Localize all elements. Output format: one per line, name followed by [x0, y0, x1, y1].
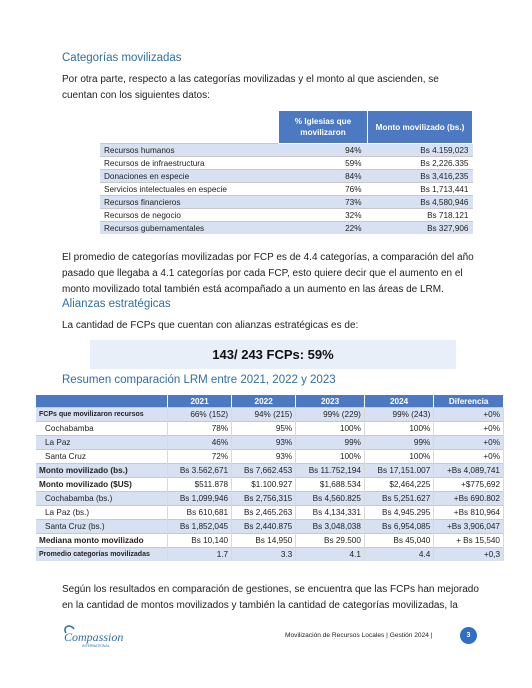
row-label: La Paz — [36, 436, 168, 450]
table-row — [36, 506, 504, 520]
value-cell: 46% — [168, 436, 232, 450]
value-cell: $2,464,225 — [364, 478, 433, 492]
table-row — [36, 548, 504, 562]
header-2024: 2024 — [364, 395, 433, 408]
row-label: Cochabamba (bs.) — [36, 492, 168, 506]
value-cell: 66% (152) — [168, 408, 232, 422]
table-row — [36, 534, 504, 548]
amount-cell: Bs 327,906 — [368, 222, 473, 235]
value-cell: Bs 3,048,038 — [296, 520, 365, 534]
amount-cell: Bs 4.159,023 — [368, 144, 473, 157]
value-cell: +0% — [434, 450, 504, 464]
header-iglesias: % Iglesias que movilizaron — [279, 111, 368, 144]
table-row — [100, 209, 473, 222]
value-cell: Bs 6,954,085 — [364, 520, 433, 534]
average-paragraph: El promedio de categorías movilizadas por FCP es de 4.4 categorías, a comparación del año pasado que llegaba a 4.1 categorías por cada FCP, esto quiere decir que el aumento en el monto movilizado total también está acompañado a un aumento en las áreas de LRM. — [62, 252, 474, 295]
table-row — [100, 157, 473, 170]
compassion-logo — [60, 623, 128, 654]
table-row — [100, 183, 473, 196]
percent-cell: 22% — [279, 222, 368, 235]
category-name: Recursos gubernamentales — [100, 222, 279, 235]
value-cell: 78% — [168, 422, 232, 436]
table-header-row — [36, 395, 504, 408]
value-cell: Bs 2,756,315 — [232, 492, 296, 506]
footer-text: Movilización de Recursos Locales | Gestión 2024 | — [285, 632, 433, 639]
value-cell: Bs 4,134,331 — [296, 506, 365, 520]
table-row — [100, 222, 473, 235]
value-cell: 3.3 — [232, 548, 296, 562]
header-empty — [36, 395, 168, 408]
percent-cell: 32% — [279, 209, 368, 222]
alianzas-paragraph: La cantidad de FCPs que cuentan con alianzas estratégicas es de: — [62, 320, 359, 331]
value-cell: Bs 3.562,671 — [168, 464, 232, 478]
section-heading-alianzas: Alianzas estratégicas — [62, 298, 171, 310]
categories-table — [100, 110, 473, 234]
page-number: 3 — [460, 627, 477, 644]
value-cell: 72% — [168, 450, 232, 464]
value-cell: Bs 45,040 — [364, 534, 433, 548]
table-row — [36, 464, 504, 478]
header-diferencia: Diferencia — [434, 395, 504, 408]
compassion-logo-icon — [60, 623, 128, 649]
amount-cell: Bs 1,713,441 — [368, 183, 473, 196]
value-cell: +Bs 3,906,047 — [434, 520, 504, 534]
amount-cell: Bs 4,580,946 — [368, 196, 473, 209]
value-cell: 99% — [296, 436, 365, 450]
value-cell: Bs 17,151.007 — [364, 464, 433, 478]
value-cell: +0,3 — [434, 548, 504, 562]
amount-cell: Bs 718.121 — [368, 209, 473, 222]
value-cell: 1.7 — [168, 548, 232, 562]
value-cell: Bs 5,251.627 — [364, 492, 433, 506]
percent-cell: 94% — [279, 144, 368, 157]
value-cell: Bs 7,662.453 — [232, 464, 296, 478]
alianzas-banner: 143/ 243 FCPs: 59% — [90, 340, 456, 369]
row-label: Santa Cruz (bs.) — [36, 520, 168, 534]
value-cell: + Bs 15,540 — [434, 534, 504, 548]
table-header-row — [100, 111, 473, 144]
percent-cell: 59% — [279, 157, 368, 170]
header-2022: 2022 — [232, 395, 296, 408]
value-cell: Bs 10,140 — [168, 534, 232, 548]
value-cell: 100% — [364, 450, 433, 464]
value-cell: 99% (229) — [296, 408, 365, 422]
value-cell: $1,688.534 — [296, 478, 365, 492]
table-row — [100, 196, 473, 209]
value-cell: +0% — [434, 436, 504, 450]
value-cell: Bs 1,852,045 — [168, 520, 232, 534]
value-cell: 100% — [296, 450, 365, 464]
category-name: Recursos de infraestructura — [100, 157, 279, 170]
row-label: Cochabamba — [36, 422, 168, 436]
value-cell: 4.1 — [296, 548, 365, 562]
amount-cell: Bs 2,226.335 — [368, 157, 473, 170]
value-cell: +0% — [434, 408, 504, 422]
value-cell: Bs 4,945.295 — [364, 506, 433, 520]
value-cell: +$775,692 — [434, 478, 504, 492]
empty-header — [100, 111, 279, 144]
value-cell: $1.100.927 — [232, 478, 296, 492]
category-name: Recursos humanos — [100, 144, 279, 157]
table-row — [100, 170, 473, 183]
table-row — [36, 450, 504, 464]
svg-text:INTERNATIONAL: INTERNATIONAL — [82, 644, 110, 648]
table-row — [36, 492, 504, 506]
value-cell: $511.878 — [168, 478, 232, 492]
row-label: Promedio categorías movilizadas — [36, 548, 168, 562]
row-label: Mediana monto movilizado — [36, 534, 168, 548]
comparison-table — [36, 395, 504, 561]
intro-paragraph: Por otra parte, respecto a las categorías movilizadas y el monto al que ascienden, se cuentan con los siguientes datos: — [62, 74, 439, 101]
category-name: Recursos financieros — [100, 196, 279, 209]
row-label: La Paz (bs.) — [36, 506, 168, 520]
value-cell: Bs 29.500 — [296, 534, 365, 548]
row-label: Monto movilizado ($US) — [36, 478, 168, 492]
results-paragraph: Según los resultados en comparación de gestiones, se encuentra que las FCPs han mejorado en la cantidad de montos movilizados y también la cantidad de categorías movilizadas, la — [62, 584, 479, 611]
value-cell: Bs 610,681 — [168, 506, 232, 520]
value-cell: 99% — [364, 436, 433, 450]
row-label: FCPs que movilizaron recursos — [36, 408, 168, 422]
table-row — [36, 520, 504, 534]
value-cell: 100% — [364, 422, 433, 436]
table-row — [36, 408, 504, 422]
row-label: Monto movilizado (bs.) — [36, 464, 168, 478]
header-monto: Monto movilizado (bs.) — [368, 111, 473, 144]
value-cell: Bs 2,465.263 — [232, 506, 296, 520]
value-cell: 93% — [232, 450, 296, 464]
table-row — [36, 478, 504, 492]
amount-cell: Bs 3,416,235 — [368, 170, 473, 183]
value-cell: 100% — [296, 422, 365, 436]
header-2023: 2023 — [296, 395, 365, 408]
svg-text:Compassion: Compassion — [64, 630, 124, 644]
table-row — [100, 144, 473, 157]
category-name: Recursos de negocio — [100, 209, 279, 222]
category-name: Donaciones en especie — [100, 170, 279, 183]
value-cell: Bs 14,950 — [232, 534, 296, 548]
category-name: Servicios intelectuales en especie — [100, 183, 279, 196]
value-cell: 95% — [232, 422, 296, 436]
percent-cell: 73% — [279, 196, 368, 209]
percent-cell: 76% — [279, 183, 368, 196]
row-label: Santa Cruz — [36, 450, 168, 464]
value-cell: 4.4 — [364, 548, 433, 562]
header-2021: 2021 — [168, 395, 232, 408]
value-cell: Bs 2,440.875 — [232, 520, 296, 534]
value-cell: +Bs 4,089,741 — [434, 464, 504, 478]
table-row — [36, 422, 504, 436]
section-heading-categorias: Categorías movilizadas — [62, 52, 182, 64]
value-cell: 93% — [232, 436, 296, 450]
value-cell: Bs 4,560.825 — [296, 492, 365, 506]
value-cell: 94% (215) — [232, 408, 296, 422]
value-cell: +0% — [434, 422, 504, 436]
value-cell: +Bs 690.802 — [434, 492, 504, 506]
section-heading-resumen: Resumen comparación LRM entre 2021, 2022 y 2023 — [62, 374, 336, 386]
value-cell: 99% (243) — [364, 408, 433, 422]
value-cell: Bs 1,099,946 — [168, 492, 232, 506]
table-row — [36, 436, 504, 450]
value-cell: Bs 11.752,194 — [296, 464, 365, 478]
value-cell: +Bs 810,964 — [434, 506, 504, 520]
percent-cell: 84% — [279, 170, 368, 183]
